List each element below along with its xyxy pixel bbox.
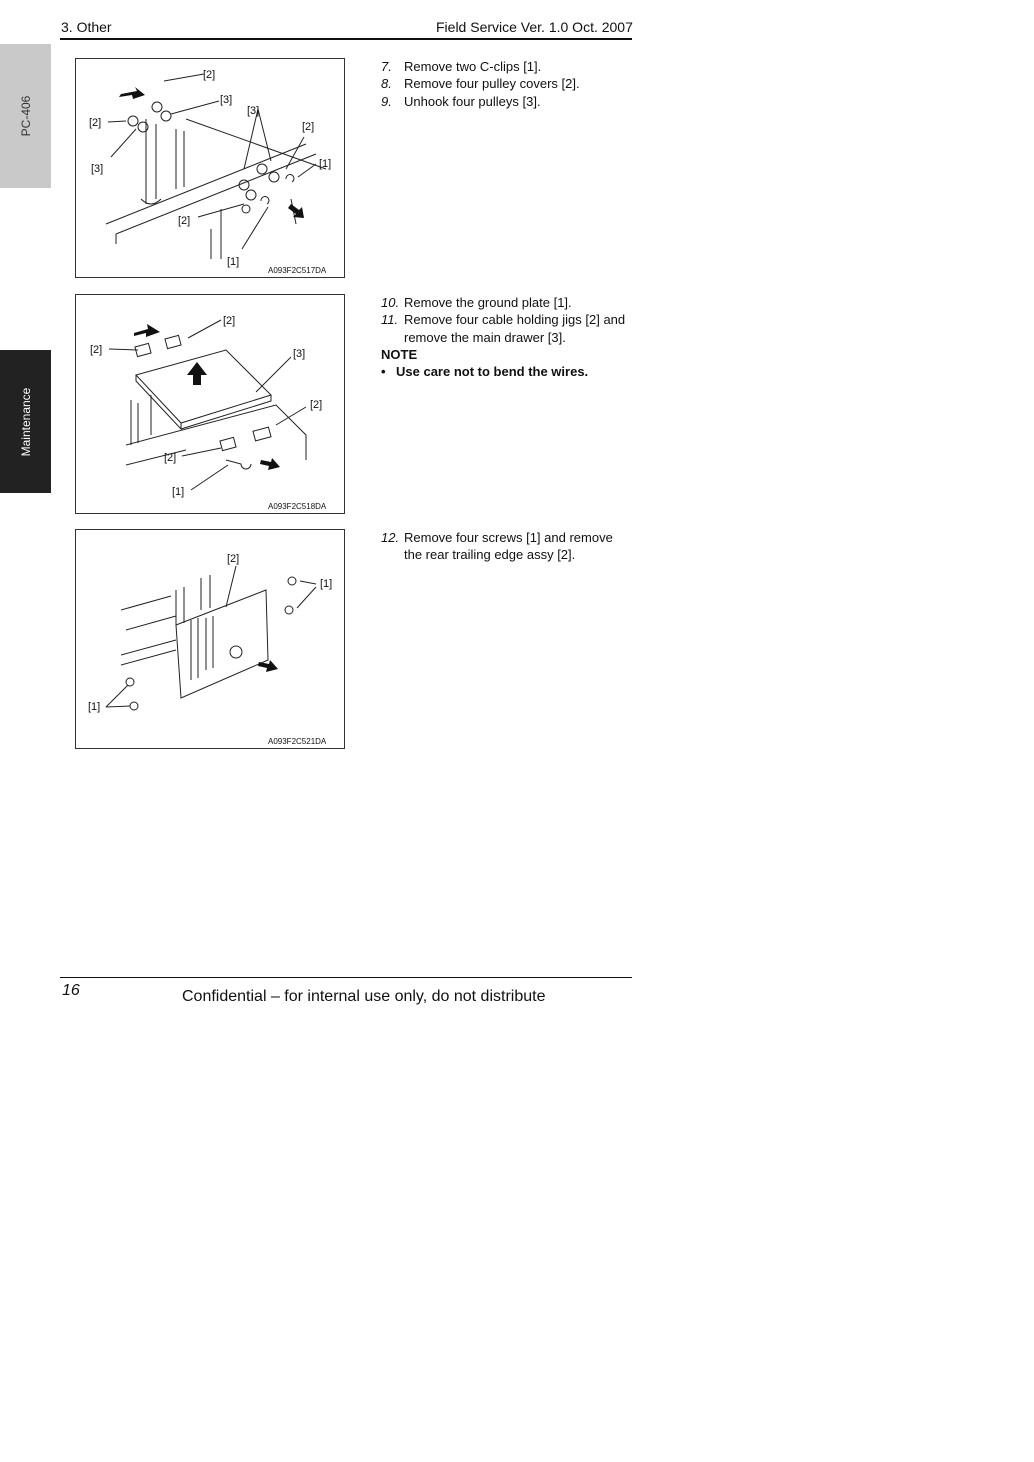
confidential-notice: Confidential – for internal use only, do not distribute — [182, 988, 546, 1005]
footer-rule — [60, 977, 632, 978]
figure-c-clips-pulleys — [75, 58, 345, 278]
step-text: Remove four pulley covers [2]. — [404, 76, 580, 92]
step-text: Remove two C-clips [1]. — [404, 59, 542, 74]
callout: [1] — [172, 486, 185, 498]
step-number: 9. — [381, 93, 392, 109]
callout: [2] — [203, 69, 216, 81]
step-9 — [381, 93, 631, 110]
chapter-tab[interactable] — [0, 350, 51, 493]
trailing-edge-diagram — [76, 530, 346, 750]
header-rule — [60, 38, 632, 40]
step-11 — [381, 311, 631, 346]
figure-main-drawer — [75, 294, 345, 514]
callout: [2] — [90, 344, 103, 356]
callout: [1] — [319, 158, 332, 170]
step-number: 12. — [381, 530, 400, 545]
bullet-glyph: • — [381, 364, 386, 380]
chapter-tab-label: Maintenance — [18, 387, 33, 456]
callout: [3] — [91, 163, 104, 175]
callout: [2] — [89, 117, 102, 129]
figure-code: A093F2C518DA — [268, 502, 327, 511]
callout: [2] — [302, 121, 315, 133]
figure-code: A093F2C517DA — [268, 266, 327, 275]
callout: [2] — [227, 553, 240, 565]
drawer-diagram — [76, 295, 346, 515]
note-bullet — [381, 363, 631, 380]
step-number: 10. — [381, 295, 400, 310]
step-number: 11. — [381, 312, 399, 328]
note-text: Use care not to bend the wires. — [396, 364, 589, 380]
callout: [2] — [223, 315, 236, 327]
note-heading: NOTE — [381, 346, 418, 362]
model-tab[interactable] — [0, 44, 51, 188]
section-title: 3. Other — [61, 19, 112, 35]
callout: [3] — [247, 105, 260, 117]
pulley-diagram — [76, 59, 346, 279]
step-12 — [381, 529, 631, 564]
step-text: Remove the ground plate [1]. — [404, 295, 572, 310]
step-text: Remove four cable holding jigs [2] and remove the main drawer [3]. — [404, 312, 626, 345]
callout: [2] — [164, 452, 177, 464]
version-label: Field Service Ver. 1.0 Oct. 2007 — [436, 19, 633, 35]
step-10 — [381, 294, 631, 311]
figure-trailing-edge — [75, 529, 345, 749]
model-tab-label: PC-406 — [18, 95, 33, 137]
step-text: Remove four screws [1] and remove the rear trailing edge assy [2]. — [404, 530, 613, 563]
callout: [1] — [320, 578, 333, 590]
callout: [3] — [293, 348, 306, 360]
steps-block-3 — [381, 529, 631, 564]
callout: [1] — [88, 701, 101, 713]
callout: [3] — [220, 94, 233, 106]
steps-block-1 — [381, 58, 631, 110]
callout: [1] — [227, 256, 240, 268]
step-number: 8. — [381, 76, 392, 92]
callout: [2] — [178, 215, 191, 227]
callout: [2] — [310, 399, 323, 411]
page-number: 16 — [62, 982, 80, 999]
figure-code: A093F2C521DA — [268, 737, 327, 746]
step-number: 7. — [381, 59, 392, 74]
step-text: Unhook four pulleys [3]. — [404, 93, 541, 109]
step-8 — [381, 75, 631, 92]
step-7 — [381, 58, 631, 75]
steps-block-2 — [381, 294, 631, 380]
